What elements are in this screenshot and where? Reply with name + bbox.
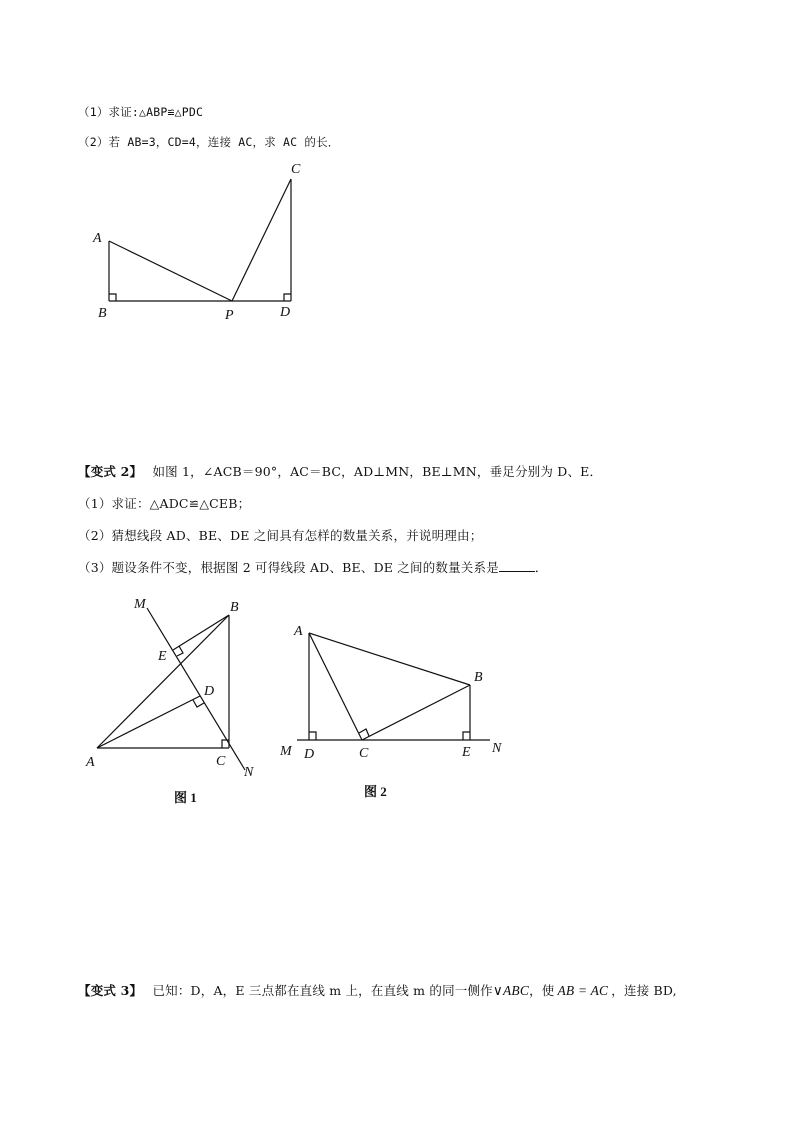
point-label-e: E — [462, 745, 471, 760]
point-label-n: N — [244, 765, 254, 780]
problem1-q1-number: （1） — [78, 105, 109, 119]
segment-ac — [309, 633, 362, 740]
point-label-a: A — [86, 755, 95, 770]
point-label-p: P — [225, 308, 234, 323]
point-label-a: A — [93, 231, 102, 246]
point-label-c: C — [359, 746, 369, 761]
problem2-q3-end: ． — [534, 560, 548, 575]
point-label-b: B — [474, 670, 483, 685]
right-angle-mark-e — [463, 732, 470, 740]
segment-pc — [232, 179, 291, 301]
problem2-figure-1 — [80, 590, 270, 810]
point-label-e: E — [158, 649, 167, 664]
figure-1-caption: 图 1 — [174, 790, 197, 805]
problem3-text-b: ，使 — [529, 983, 555, 998]
problem3-text-a: 已知：D，A，E 三点都在直线 m 上，在直线 m 的同一侧作 — [152, 983, 493, 998]
answer-blank — [499, 560, 535, 572]
problem1-q1 — [78, 104, 203, 120]
problem3-intro — [78, 983, 677, 999]
problem1-q1-text: 求证:△ABP≌△PDC — [108, 105, 204, 119]
problem2-q2: （2）猜想线段 AD、BE、DE 之间具有怎样的数量关系，并说明理由； — [78, 528, 483, 543]
point-label-b: B — [230, 600, 239, 615]
point-label-c: C — [291, 162, 301, 177]
right-angle-mark-b — [109, 294, 116, 301]
point-label-a: A — [294, 624, 303, 639]
problem3-math-equation: AB = AC — [557, 983, 609, 998]
problem2-figure-2 — [270, 608, 520, 808]
point-label-d: D — [204, 684, 215, 699]
line-mn — [147, 608, 245, 770]
point-label-d: D — [280, 305, 291, 320]
problem1-q2-text: 若 AB=3，CD=4，连接 AC，求 AC 的长． — [108, 135, 340, 149]
figure-2-caption: 图 2 — [364, 784, 387, 799]
point-label-n: N — [492, 741, 502, 756]
segment-be — [173, 615, 229, 650]
segment-ab — [309, 633, 470, 685]
problem1-figure — [80, 155, 320, 325]
point-label-d: D — [304, 747, 315, 762]
problem3-tag: 【变式 3】 — [78, 983, 143, 998]
point-label-m: M — [280, 744, 292, 759]
right-angle-mark-d — [193, 700, 204, 707]
problem2-q1: （1）求证：△ADC≌△CEB； — [78, 496, 251, 511]
right-angle-mark-d — [284, 294, 291, 301]
problem1-q2 — [78, 134, 340, 150]
problem2-q3-text: （3）题设条件不变，根据图 2 可得线段 AD、BE、DE 之间的数量关系是 — [78, 560, 499, 575]
problem3-math-triangle: ∨ABC — [492, 983, 530, 998]
problem2-tag: 【变式 2】 — [78, 464, 143, 479]
right-angle-mark-c — [359, 729, 369, 736]
problem2-q3 — [78, 560, 548, 576]
point-label-b: B — [98, 306, 107, 321]
point-label-c: C — [216, 754, 226, 769]
segment-ad — [97, 696, 200, 748]
right-angle-mark-d — [309, 732, 316, 740]
segment-ap — [109, 241, 232, 301]
segment-cb — [362, 685, 470, 740]
problem2-intro — [78, 464, 602, 480]
problem3-text-c: ，连接 BD, — [611, 983, 677, 998]
problem1-q2-number: （2） — [78, 135, 109, 149]
point-label-m: M — [134, 597, 146, 612]
problem2-intro-text: 如图 1，∠ACB＝90°，AC＝BC，AD⊥MN，BE⊥MN，垂足分别为 D、E． — [152, 464, 603, 479]
